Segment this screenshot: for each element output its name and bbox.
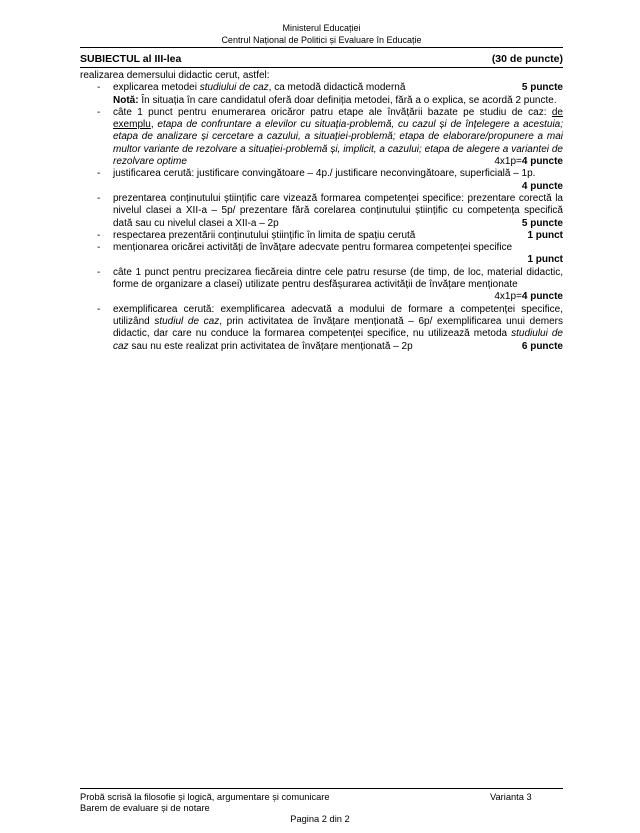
bullet-dash: - bbox=[97, 229, 101, 241]
text-segment: câte 1 punct pentru precizarea fiecăreia dintre cele patru resurse (de timp, de loc, material didactic, forme de organizare a clasei) utilizate pentru desfășurarea activității de învățare menționate bbox=[113, 266, 563, 291]
bullet-dash: - bbox=[97, 266, 101, 278]
bullet-dash: - bbox=[97, 168, 101, 180]
points-value: 5 puncte bbox=[521, 217, 563, 229]
rubric-row bbox=[80, 107, 563, 168]
rubric-row bbox=[80, 82, 563, 94]
points-prefix: 4x1p= bbox=[494, 291, 522, 303]
points-group bbox=[522, 181, 563, 192]
points-group bbox=[486, 291, 563, 303]
points-prefix: 4x1p= bbox=[494, 156, 522, 168]
rubric-text bbox=[113, 242, 563, 267]
points-value: 5 puncte bbox=[521, 82, 563, 94]
points-line bbox=[113, 181, 563, 193]
text-segment: , bbox=[150, 119, 158, 131]
subject-heading bbox=[80, 48, 563, 68]
text-segment: , prin activitatea de învățare menționată – 6p/ exemplificarea unui demers didactic, dar care nu conduce la formarea competenței specifice, nu utilizează metoda bbox=[113, 315, 564, 340]
center-name: Centrul Național de Politici și Evaluare în Educație bbox=[221, 35, 422, 45]
footer-divider bbox=[80, 788, 563, 789]
text-segment: În situația în care candidatul oferă doar definiția metodei, fără a o explica, se acordă 2 puncte. bbox=[138, 94, 557, 106]
bullet-dash: - bbox=[97, 242, 101, 254]
rubric-text bbox=[113, 107, 563, 168]
subject-points: (30 de puncte) bbox=[491, 53, 563, 65]
rubric-text bbox=[113, 230, 563, 242]
text-segment: respectarea prezentării conținutului științific în limita de spațiu cerută bbox=[113, 229, 416, 241]
bullet-dash: - bbox=[97, 303, 101, 315]
rubric-row bbox=[80, 193, 563, 230]
bullet-dash: - bbox=[97, 106, 101, 118]
bullet-dash: - bbox=[97, 192, 101, 204]
points-value: 4 puncte bbox=[521, 291, 563, 303]
text-segment: prezentarea conținutului științific care vizează formarea competenței specifice: prezentare corectă la nivelul clasei a XII-a – 5p/ prezentare fără corelarea conținutului științific cu competența specifică dată sau cu nivelul clasei a XII-a – 2p bbox=[113, 192, 563, 229]
points-group bbox=[514, 341, 563, 353]
footer-variant: Varianta 3 bbox=[490, 792, 532, 802]
footer-page-number: Pagina 2 din 2 bbox=[290, 814, 350, 824]
text-segment: etapa de confruntare a elevilor cu situația-problemă, cu cazul și de înțelegere a acestuia; etapa de analizare și cercetare a cazului, a situației-problemă; etapa de elaborare/propunere a mai multor variante de rezolvare a situației-problemă și, implicit, a cazului; etapa de alegere a variantei de rezolvare optime bbox=[113, 119, 564, 168]
rubric-text bbox=[113, 193, 563, 230]
text-segment: studiului de caz bbox=[113, 328, 563, 352]
rubric-text bbox=[113, 95, 563, 107]
points-group bbox=[514, 218, 563, 230]
rubric-row bbox=[80, 242, 563, 267]
bullet-dash bbox=[80, 95, 113, 107]
text-segment: studiul de caz bbox=[154, 315, 220, 327]
rubric-text bbox=[113, 82, 563, 94]
rubric-list bbox=[80, 82, 563, 353]
points-line bbox=[113, 254, 563, 266]
points-value: 1 punct bbox=[527, 254, 563, 266]
text-segment: exemplificarea cerută: exemplificarea adecvată a modului de formare a competenței specifice, utilizând bbox=[113, 303, 563, 327]
footer-exam-title: Probă scrisă la filosofie și logică, argumentare și comunicare bbox=[80, 792, 330, 802]
text-segment: Notă: bbox=[113, 94, 139, 106]
text-segment: câte 1 punct pentru enumerarea oricăror patru etape ale învățării bazate pe studiu de caz: bbox=[113, 106, 552, 118]
rubric-row bbox=[80, 230, 563, 242]
points-value: 6 puncte bbox=[521, 340, 563, 352]
text-segment: studiului de caz bbox=[199, 82, 269, 94]
subject-title: SUBIECTUL al III-lea bbox=[80, 53, 182, 65]
points-value: 1 punct bbox=[527, 229, 563, 241]
points-group bbox=[527, 254, 563, 265]
text-segment: de exemplu bbox=[113, 106, 563, 131]
text-segment: justificarea cerută: justificare convingătoare – 4p./ justificare neconvingătoare, superficială – 1p. bbox=[113, 168, 536, 180]
page-header bbox=[80, 0, 563, 46]
text-segment: sau nu este realizat prin activitatea de învățare menționată – 2p bbox=[128, 340, 413, 352]
rubric-text bbox=[113, 304, 563, 353]
text-segment: menționarea oricărei activități de învățare adecvate pentru formarea competenței specifice bbox=[113, 242, 513, 254]
points-group bbox=[486, 156, 563, 168]
intro-text: realizarea demersului didactic cerut, astfel: bbox=[80, 70, 270, 81]
rubric-text bbox=[113, 168, 563, 193]
points-value: 4 puncte bbox=[521, 156, 563, 168]
bullet-dash: - bbox=[97, 82, 101, 94]
rubric-row bbox=[80, 95, 563, 107]
rubric-row bbox=[80, 168, 563, 193]
text-segment: , ca metodă didactică modernă bbox=[268, 82, 406, 94]
points-group bbox=[514, 82, 563, 94]
text-segment: explicarea metodei bbox=[113, 82, 200, 94]
footer-doc-type: Barem de evaluare și de notare bbox=[80, 803, 210, 813]
points-group bbox=[519, 230, 563, 242]
ministry-name: Ministerul Educației bbox=[282, 23, 361, 33]
points-value: 4 puncte bbox=[521, 180, 563, 192]
rubric-row bbox=[80, 267, 563, 304]
rubric-row bbox=[80, 304, 563, 353]
rubric-text bbox=[113, 267, 563, 304]
